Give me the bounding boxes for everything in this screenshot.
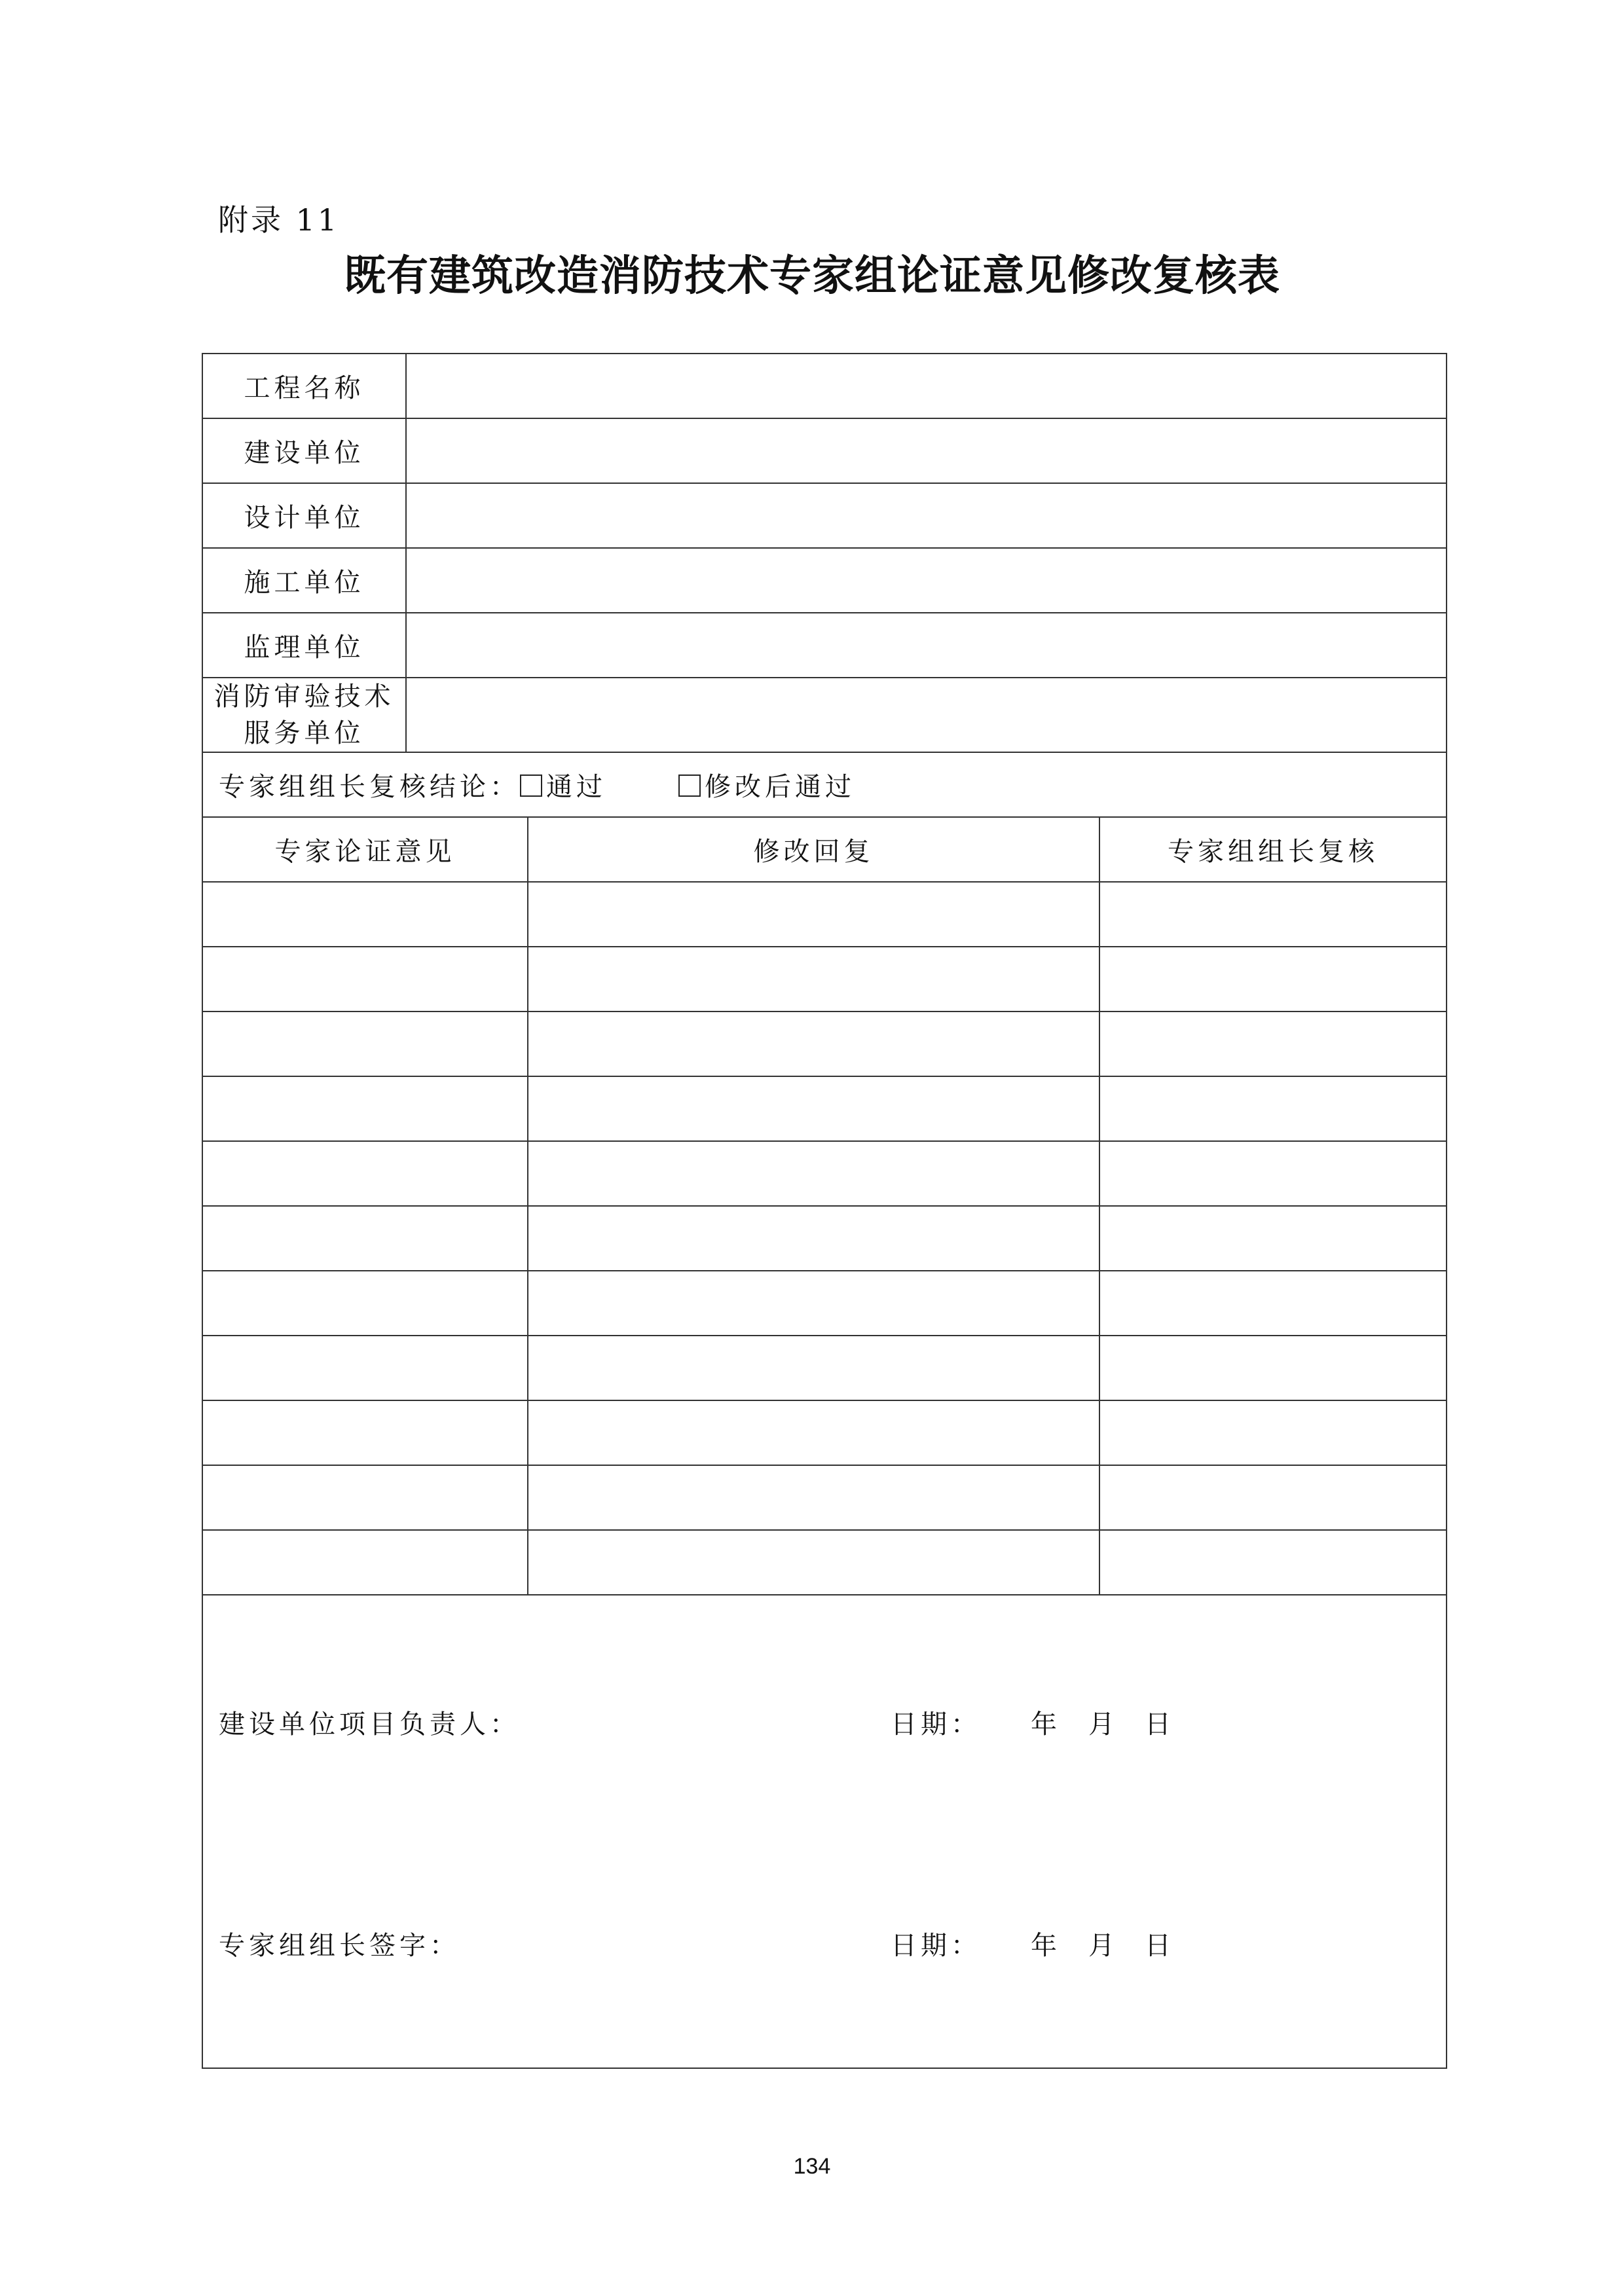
review-row bbox=[202, 1271, 1447, 1336]
leader-review-cell[interactable] bbox=[1099, 1141, 1447, 1206]
pass-after-revision-checkbox[interactable] bbox=[678, 774, 701, 797]
construction-lead-day-label: 日 bbox=[1145, 1709, 1175, 1740]
expert-opinion-cell[interactable] bbox=[202, 882, 528, 947]
expert-opinion-cell[interactable] bbox=[202, 947, 528, 1011]
revision-reply-cell[interactable] bbox=[528, 1206, 1099, 1271]
review-form-table bbox=[202, 353, 1447, 2069]
conclusion-cell bbox=[202, 752, 1447, 817]
service-unit-label-line2: 服务单位 bbox=[244, 718, 365, 748]
construction-unit-field[interactable] bbox=[406, 418, 1447, 483]
expert-leader-label: 专家组组长签字： bbox=[219, 1931, 460, 1961]
leader-review-cell[interactable] bbox=[1099, 1076, 1447, 1141]
review-row bbox=[202, 882, 1447, 947]
review-row bbox=[202, 1141, 1447, 1206]
info-row-builder-unit bbox=[202, 548, 1447, 613]
review-row bbox=[202, 1336, 1447, 1400]
expert-leader-signature-line[interactable] bbox=[219, 1925, 1446, 1962]
pass-checkbox[interactable] bbox=[520, 774, 542, 797]
form-title: 既有建筑改造消防技术专家组论证意见修改复核表 bbox=[344, 252, 1280, 301]
pass-after-revision-option-label: 修改后通过 bbox=[705, 772, 855, 802]
leader-review-cell[interactable] bbox=[1099, 1271, 1447, 1336]
supervision-unit-field[interactable] bbox=[406, 613, 1447, 678]
leader-review-cell[interactable] bbox=[1099, 947, 1447, 1011]
review-row bbox=[202, 1011, 1447, 1076]
design-unit-label: 设计单位 bbox=[202, 483, 406, 548]
supervision-unit-label: 监理单位 bbox=[202, 613, 406, 678]
review-row bbox=[202, 1076, 1447, 1141]
leader-review-cell[interactable] bbox=[1099, 882, 1447, 947]
signature-row bbox=[202, 1595, 1447, 2068]
service-unit-label-line1: 消防审验技术 bbox=[213, 682, 395, 712]
review-row bbox=[202, 1400, 1447, 1465]
leader-review-header: 专家组组长复核 bbox=[1099, 817, 1447, 882]
project-name-field[interactable] bbox=[406, 354, 1447, 418]
construction-lead-month-label: 月 bbox=[1088, 1709, 1118, 1740]
expert-opinion-cell[interactable] bbox=[202, 1530, 528, 1595]
leader-review-cell[interactable] bbox=[1099, 1400, 1447, 1465]
construction-unit-label: 建设单位 bbox=[202, 418, 406, 483]
info-row-design-unit bbox=[202, 483, 1447, 548]
expert-opinion-cell[interactable] bbox=[202, 1465, 528, 1530]
leader-review-cell[interactable] bbox=[1099, 1206, 1447, 1271]
construction-lead-signature-line[interactable] bbox=[219, 1704, 1446, 1741]
builder-unit-label: 施工单位 bbox=[202, 548, 406, 613]
expert-opinion-cell[interactable] bbox=[202, 1076, 528, 1141]
info-row-project-name bbox=[202, 354, 1447, 418]
info-row-service-unit bbox=[202, 678, 1447, 752]
leader-review-cell[interactable] bbox=[1099, 1530, 1447, 1595]
expert-opinion-cell[interactable] bbox=[202, 1400, 528, 1465]
review-header-row bbox=[202, 817, 1447, 882]
appendix-label: 附录 11 bbox=[218, 202, 340, 238]
review-row bbox=[202, 947, 1447, 1011]
construction-lead-label: 建设单位项目负责人： bbox=[219, 1709, 520, 1740]
expert-opinion-cell[interactable] bbox=[202, 1141, 528, 1206]
revision-reply-cell[interactable] bbox=[528, 882, 1099, 947]
revision-reply-cell[interactable] bbox=[528, 1530, 1099, 1595]
revision-reply-cell[interactable] bbox=[528, 1141, 1099, 1206]
revision-reply-cell[interactable] bbox=[528, 1336, 1099, 1400]
leader-review-cell[interactable] bbox=[1099, 1336, 1447, 1400]
design-unit-field[interactable] bbox=[406, 483, 1447, 548]
page-number: 134 bbox=[793, 2154, 831, 2179]
info-row-construction-unit bbox=[202, 418, 1447, 483]
construction-lead-date-label: 日期： bbox=[891, 1709, 981, 1740]
expert-opinion-cell[interactable] bbox=[202, 1336, 528, 1400]
review-row bbox=[202, 1530, 1447, 1595]
expert-leader-day-label: 日 bbox=[1145, 1931, 1175, 1961]
expert-leader-month-label: 月 bbox=[1088, 1931, 1118, 1961]
revision-reply-cell[interactable] bbox=[528, 1076, 1099, 1141]
builder-unit-field[interactable] bbox=[406, 548, 1447, 613]
pass-option-label: 通过 bbox=[546, 772, 606, 802]
revision-reply-cell[interactable] bbox=[528, 1400, 1099, 1465]
revision-reply-cell[interactable] bbox=[528, 1011, 1099, 1076]
leader-review-cell[interactable] bbox=[1099, 1465, 1447, 1530]
expert-opinion-header: 专家论证意见 bbox=[202, 817, 528, 882]
revision-reply-cell[interactable] bbox=[528, 1271, 1099, 1336]
service-unit-field[interactable] bbox=[406, 678, 1447, 752]
revision-reply-cell[interactable] bbox=[528, 947, 1099, 1011]
service-unit-label bbox=[202, 678, 406, 752]
conclusion-label: 专家组组长复核结论： bbox=[219, 772, 520, 802]
leader-review-cell[interactable] bbox=[1099, 1011, 1447, 1076]
signature-cell bbox=[202, 1595, 1447, 2068]
revision-reply-header: 修改回复 bbox=[528, 817, 1099, 882]
project-name-label: 工程名称 bbox=[202, 354, 406, 418]
conclusion-row bbox=[202, 752, 1447, 817]
revision-reply-cell[interactable] bbox=[528, 1465, 1099, 1530]
expert-opinion-cell[interactable] bbox=[202, 1206, 528, 1271]
construction-lead-year-label: 年 bbox=[1031, 1709, 1061, 1740]
expert-opinion-cell[interactable] bbox=[202, 1011, 528, 1076]
review-row bbox=[202, 1465, 1447, 1530]
expert-leader-year-label: 年 bbox=[1031, 1931, 1061, 1961]
expert-leader-date-label: 日期： bbox=[891, 1931, 981, 1961]
info-row-supervision-unit bbox=[202, 613, 1447, 678]
review-row bbox=[202, 1206, 1447, 1271]
expert-opinion-cell[interactable] bbox=[202, 1271, 528, 1336]
